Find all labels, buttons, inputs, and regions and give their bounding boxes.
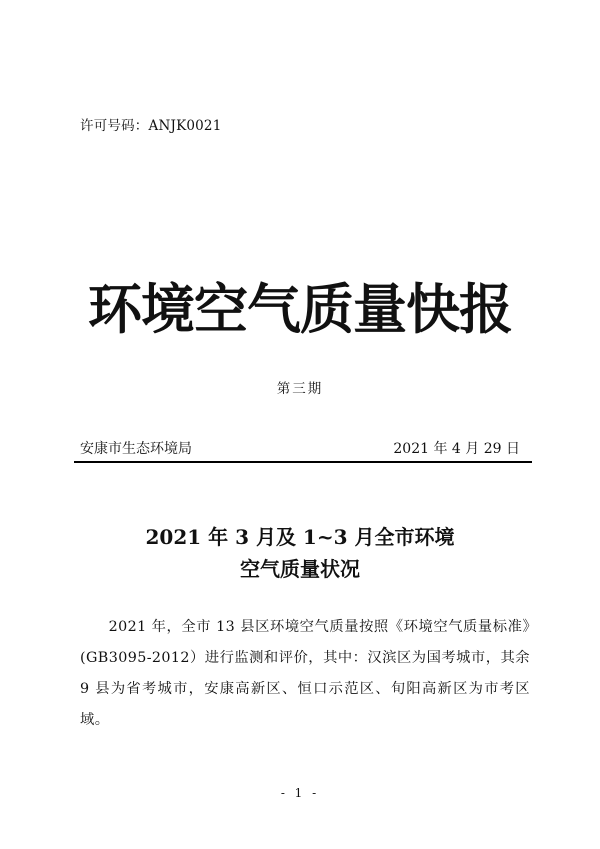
body-paragraph: 2021 年，全市 13 县区环境空气质量按照《环境空气质量标准》(GB3095-2012）进行监测和评价，其中：汉滨区为国考城市，其余 9 县为省考城市，安康高新区、恒口示范区、旬阳高新区为市考区域。 [80, 619, 530, 728]
issue-number: 第三期 [276, 381, 324, 397]
page-number: - 1 - [280, 786, 320, 800]
header-row [80, 438, 520, 458]
body-text [80, 612, 530, 736]
document-title-line-2: 空气质量状况 [240, 557, 360, 581]
main-title: 环境空气质量快报 [88, 278, 512, 341]
document-title [0, 521, 600, 585]
document-title-line-1: 2021 年 3 月及 1~3 月全市环境 [145, 525, 455, 549]
header-divider [74, 461, 532, 463]
issuer: 安康市生态环境局 [80, 441, 192, 457]
license-number: 许可号码：ANJK0021 [80, 118, 222, 134]
issue-date: 2021 年 4 月 29 日 [393, 441, 520, 457]
